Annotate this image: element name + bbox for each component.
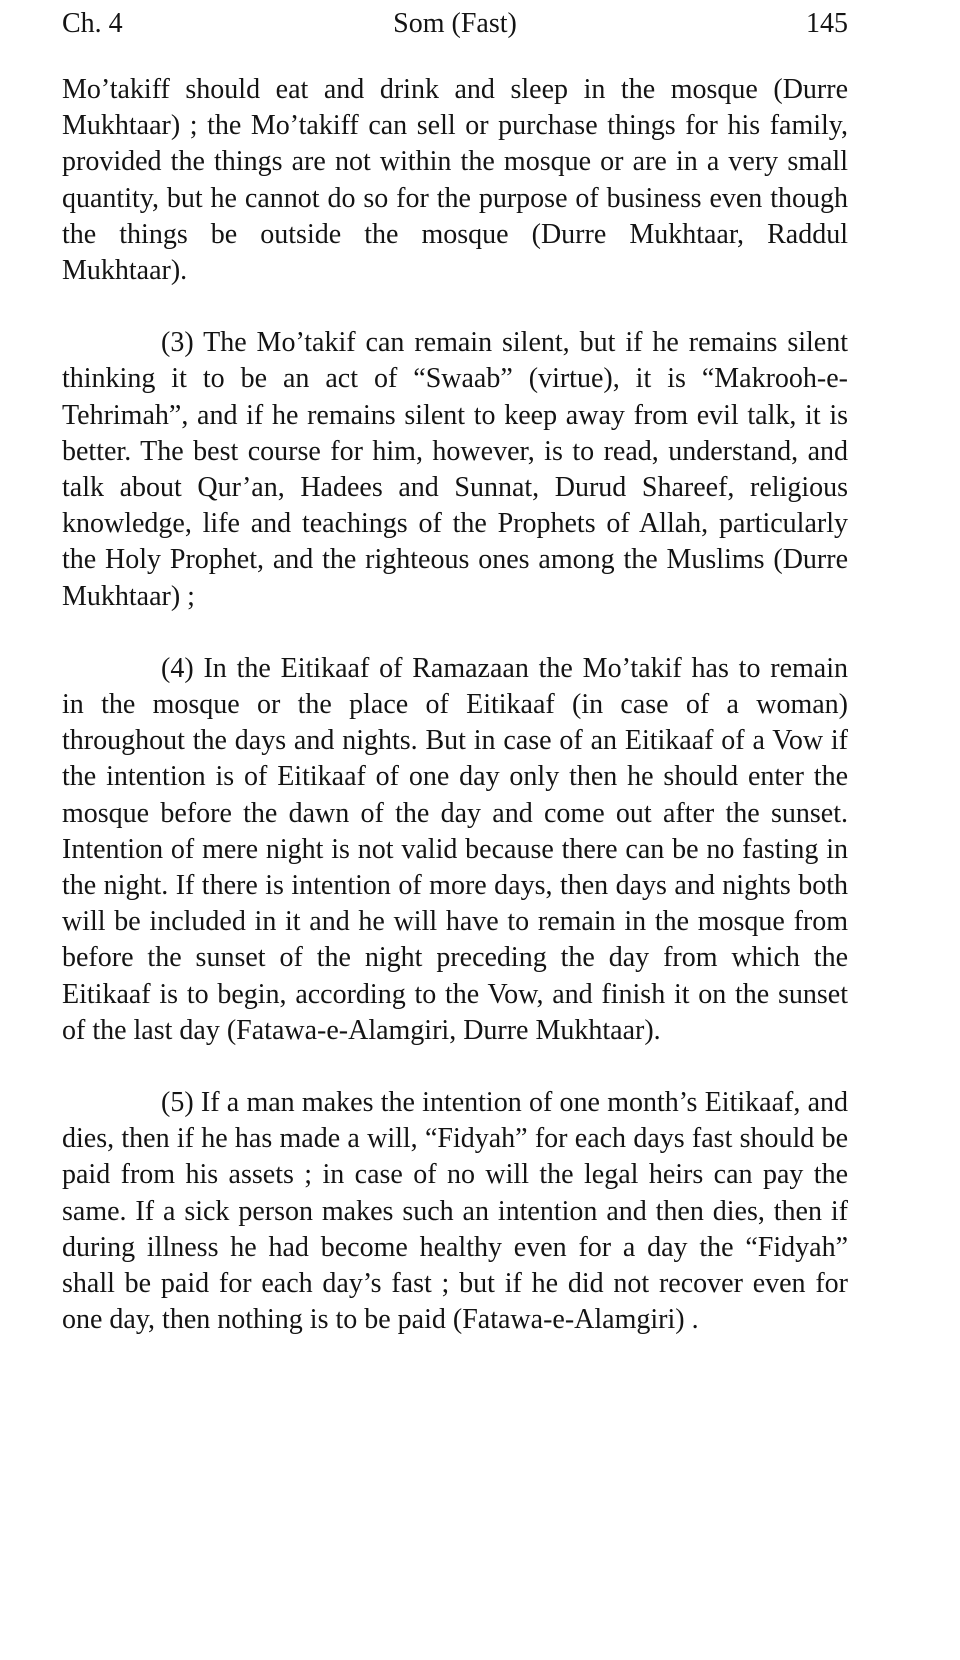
paragraph-point-3: (3) The Mo’takif can remain silent, but if he remains silent thinking it to be an act of “Swaab” (virtue), it is “Makrooh-e-Tehrimah”, and if he remains silent to keep away from evil talk, it is better. The best course for him, however, is to read, understand, and talk about Qur’an, Hadees and Sunnat, Durud Shareef, religious knowledge, life and teachings of the Prophets of Allah, particularly the Holy Prophet, and the righteous ones among the Muslims (Durre Mukhtaar) ;: [62, 327, 848, 612]
paragraph-gap: [62, 615, 848, 651]
paragraph-continuation: Mo’takiff should eat and drink and sleep in the mosque (Durre Mukhtaar) ; the Mo’takiff can sell or purchase things for his family, provided the things are not within the mosque or are in a very small quantity, but he cannot do so for the purpose of business even though the things be outside the mosque (Durre Mukhtaar, Raddul Mukhtaar).: [62, 74, 848, 287]
page-body: [62, 72, 848, 1339]
page-number: 145: [806, 8, 848, 39]
chapter-label: Ch. 4: [62, 8, 123, 39]
paragraph-point-4: (4) In the Eitikaaf of Ramazaan the Mo’takif has to remain in the mosque or the place of Eitikaaf (in case of a woman) throughout the days and nights. But in case of an Eitikaaf of a Vow if the intention is of Eitikaaf of one day only then he should enter the mosque before the dawn of the day and come out after the sunset. Intention of mere night is not valid because there can be no fasting in the night. If there is intention of more days, then days and nights both will be included in it and he will have to remain in the mosque from before the sunset of the night preceding the day from which the Eitikaaf is to begin, according to the Vow, and finish it on the sunset of the last day (Fatawa-e-Alamgiri, Durre Mukhtaar).: [62, 652, 848, 1046]
paragraph-gap: [62, 1049, 848, 1085]
paragraph-gap: [62, 289, 848, 325]
paragraph-point-5: (5) If a man makes the intention of one month’s Eitikaaf, and dies, then if he has made a will, “Fidyah” for each days fast should be paid from his assets ; in case of no will the legal heirs can pay the same. If a sick person makes such an intention and then dies, then if during illness he had become healthy even for a day the “Fidyah” shall be paid for each day’s fast ; but if he did not recover even for one day, then nothing is to be paid (Fatawa-e-Alamgiri) .: [62, 1087, 848, 1336]
page-header: [62, 4, 848, 44]
chapter-title: Som (Fast): [393, 8, 517, 39]
